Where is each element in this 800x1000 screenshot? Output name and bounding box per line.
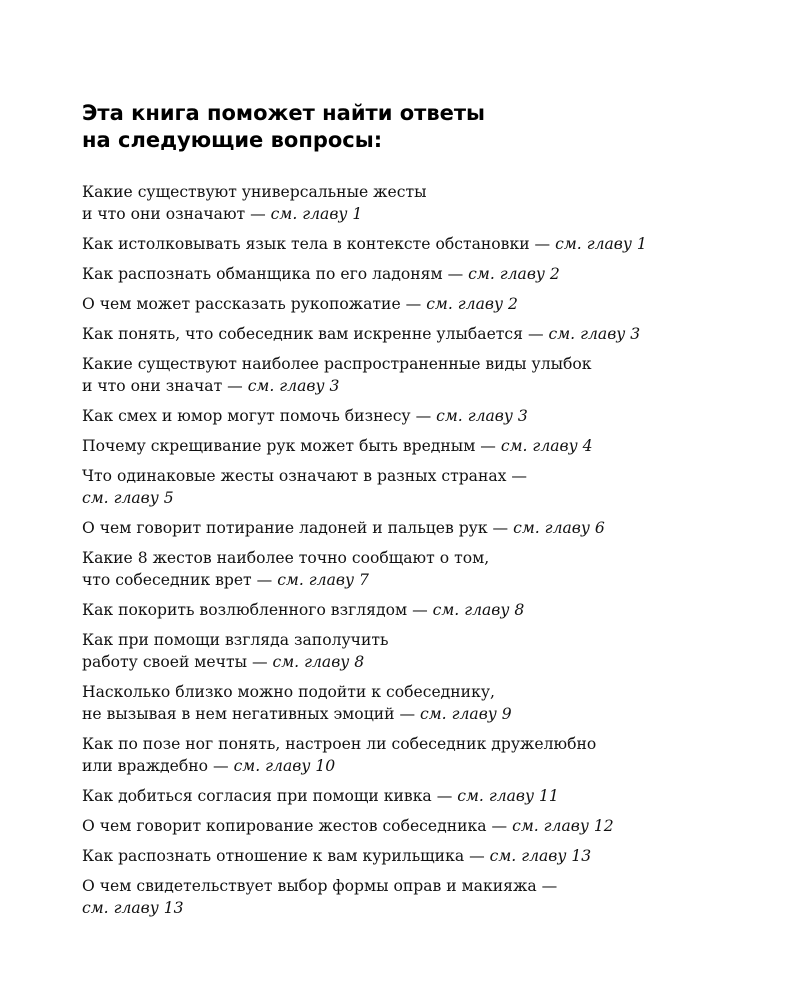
question-text: Как покорить возлюбленного взглядом —: [82, 601, 433, 619]
chapter-reference: см. главу 3: [247, 377, 340, 395]
question-line: [82, 755, 722, 777]
chapter-reference: см. главу 4: [500, 437, 593, 455]
question-line: [82, 897, 722, 919]
title-line-1: Эта книга поможет найти ответы: [82, 101, 486, 125]
question-item: [82, 263, 722, 285]
question-item: [82, 815, 722, 837]
question-line: [82, 815, 722, 837]
question-text: Как добиться согласия при помощи кивка —: [82, 787, 458, 805]
question-line: [82, 435, 722, 457]
title-line-2: на следующие вопросы:: [82, 128, 383, 152]
question-line: [82, 517, 722, 539]
chapter-reference: см. главу 3: [436, 407, 528, 425]
question-item: [82, 465, 722, 509]
question-line: Что одинаковые жесты означают в разных странах —: [82, 467, 528, 485]
question-text: О чем может рассказать рукопожатие —: [82, 295, 427, 313]
chapter-reference: см. главу 8: [272, 653, 365, 671]
page-content: [82, 100, 722, 927]
chapter-reference: см. главу 3: [548, 325, 641, 343]
chapter-reference: см. главу 12: [512, 817, 614, 835]
chapter-reference: см. главу 2: [426, 295, 518, 313]
chapter-reference: см. главу 1: [270, 205, 363, 223]
chapter-reference: см. главу 9: [420, 705, 512, 723]
question-item: [82, 353, 722, 397]
question-line: Насколько близко можно подойти к собеседнику,: [82, 683, 495, 701]
question-line: [82, 405, 722, 427]
question-text: или враждебно —: [82, 757, 234, 775]
chapter-reference: см. главу 11: [457, 787, 559, 805]
question-item: [82, 681, 722, 725]
question-line: [82, 785, 722, 807]
question-text: Как истолковывать язык тела в контексте обстановки —: [82, 235, 556, 253]
chapter-reference: см. главу 6: [513, 519, 605, 537]
question-item: [82, 181, 722, 225]
question-text: О чем говорит потирание ладоней и пальцев рук —: [82, 519, 514, 537]
question-text: и что они означают —: [82, 205, 271, 223]
question-text: Как смех и юмор могут помочь бизнесу —: [82, 407, 437, 425]
question-item: [82, 875, 722, 919]
chapter-reference: см. главу 7: [277, 571, 369, 589]
question-item: [82, 629, 722, 673]
question-line: [82, 293, 722, 315]
questions-list: [82, 181, 722, 919]
question-item: [82, 405, 722, 427]
chapter-reference: см. главу 5: [82, 489, 174, 507]
chapter-reference: см. главу 13: [489, 847, 592, 865]
question-line: Как при помощи взгляда заполучить: [82, 631, 389, 649]
chapter-reference: см. главу 2: [468, 265, 560, 283]
chapter-reference: см. главу 10: [233, 757, 336, 775]
question-item: [82, 517, 722, 539]
question-line: [82, 569, 722, 591]
question-line: Как по позе ног понять, настроен ли собеседник дружелюбно: [82, 735, 597, 753]
question-text: Как распознать обманщика по его ладоням —: [82, 265, 469, 283]
question-item: [82, 293, 722, 315]
question-line: Какие существуют наиболее распространенные виды улыбок: [82, 355, 592, 373]
question-item: [82, 233, 722, 255]
chapter-reference: см. главу 1: [555, 235, 647, 253]
question-line: О чем свидетельствует выбор формы оправ и макияжа —: [82, 877, 558, 895]
chapter-reference: см. главу 13: [82, 899, 184, 917]
question-item: [82, 323, 722, 345]
question-text: что собеседник врет —: [82, 571, 278, 589]
question-item: [82, 733, 722, 777]
question-text: Как распознать отношение к вам курильщика —: [82, 847, 490, 865]
question-line: Какие 8 жестов наиболее точно сообщают о том,: [82, 549, 490, 567]
question-text: Как понять, что собеседник вам искренне улыбается —: [82, 325, 549, 343]
question-line: [82, 845, 722, 867]
question-line: [82, 233, 722, 255]
question-item: [82, 435, 722, 457]
question-line: [82, 599, 722, 621]
page-title: [82, 100, 722, 154]
question-line: [82, 651, 722, 673]
question-item: [82, 547, 722, 591]
question-item: [82, 599, 722, 621]
question-text: работу своей мечты —: [82, 653, 273, 671]
question-text: не вызывая в нем негативных эмоций —: [82, 705, 421, 723]
question-line: [82, 203, 722, 225]
question-text: и что они значат —: [82, 377, 248, 395]
question-line: [82, 263, 722, 285]
question-item: [82, 845, 722, 867]
question-text: Почему скрещивание рук может быть вредным —: [82, 437, 501, 455]
question-item: [82, 785, 722, 807]
chapter-reference: см. главу 8: [432, 601, 525, 619]
question-line: [82, 323, 722, 345]
question-line: [82, 703, 722, 725]
question-line: [82, 487, 722, 509]
question-line: Какие существуют универсальные жесты: [82, 183, 427, 201]
question-text: О чем говорит копирование жестов собеседника —: [82, 817, 513, 835]
question-line: [82, 375, 722, 397]
